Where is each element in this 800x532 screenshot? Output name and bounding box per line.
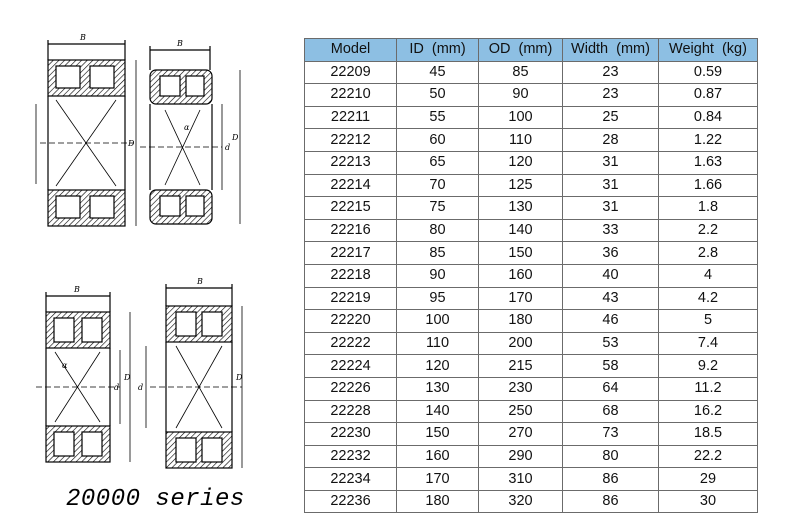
- cell-width: 64: [563, 377, 659, 400]
- cell-id: 150: [397, 423, 479, 446]
- cell-id: 75: [397, 197, 479, 220]
- cell-od: 290: [479, 445, 563, 468]
- cell-model: 22234: [305, 468, 397, 491]
- cell-width: 43: [563, 287, 659, 310]
- cell-weight: 7.4: [659, 332, 758, 355]
- cell-od: 200: [479, 332, 563, 355]
- cell-id: 70: [397, 174, 479, 197]
- table-row: [305, 490, 758, 513]
- cell-od: 320: [479, 490, 563, 513]
- cell-weight: 18.5: [659, 423, 758, 446]
- cell-weight: 5: [659, 310, 758, 333]
- cell-id: 60: [397, 129, 479, 152]
- angle-label-3: α: [62, 361, 68, 370]
- table-header-row: [305, 39, 758, 62]
- cell-id: 80: [397, 219, 479, 242]
- cell-model: 22219: [305, 287, 397, 310]
- cell-width: 31: [563, 151, 659, 174]
- outer-diameter-label-4: D: [236, 373, 243, 382]
- cell-od: 270: [479, 423, 563, 446]
- header-od: OD (mm): [479, 39, 563, 62]
- cell-model: 22209: [305, 61, 397, 84]
- cell-od: 130: [479, 197, 563, 220]
- cell-od: 215: [479, 355, 563, 378]
- outer-diameter-label-3: D: [124, 373, 131, 382]
- cell-model: 22236: [305, 490, 397, 513]
- cell-weight: 0.84: [659, 106, 758, 129]
- cell-width: 36: [563, 242, 659, 265]
- header-width: Width (mm): [563, 39, 659, 62]
- cell-weight: 16.2: [659, 400, 758, 423]
- cell-id: 170: [397, 468, 479, 491]
- table-row: [305, 445, 758, 468]
- header-model: Model: [305, 39, 397, 62]
- cell-od: 90: [479, 84, 563, 107]
- header-weight: Weight (kg): [659, 39, 758, 62]
- cell-id: 160: [397, 445, 479, 468]
- width-label-2: B: [177, 39, 183, 48]
- cell-id: 65: [397, 151, 479, 174]
- table-row: [305, 242, 758, 265]
- cell-model: 22215: [305, 197, 397, 220]
- inner-diameter-label-2: d: [225, 143, 231, 152]
- cell-weight: 0.87: [659, 84, 758, 107]
- cell-weight: 11.2: [659, 377, 758, 400]
- table-row: [305, 106, 758, 129]
- outer-diameter-label-1: D: [128, 139, 135, 148]
- table-row: [305, 129, 758, 152]
- cell-model: 22226: [305, 377, 397, 400]
- width-label-3: B: [74, 285, 80, 294]
- cell-id: 140: [397, 400, 479, 423]
- table-row: [305, 174, 758, 197]
- bearing-drawings: [0, 0, 300, 532]
- table-row: [305, 332, 758, 355]
- cell-model: 22216: [305, 219, 397, 242]
- cell-od: 150: [479, 242, 563, 265]
- cell-weight: 1.22: [659, 129, 758, 152]
- cell-od: 140: [479, 219, 563, 242]
- cell-od: 230: [479, 377, 563, 400]
- cell-id: 130: [397, 377, 479, 400]
- table-body: [305, 61, 758, 513]
- cell-weight: 29: [659, 468, 758, 491]
- cell-model: 22220: [305, 310, 397, 333]
- cell-id: 50: [397, 84, 479, 107]
- cell-weight: 0.59: [659, 61, 758, 84]
- bearing-spec-table: [304, 38, 758, 513]
- cell-width: 53: [563, 332, 659, 355]
- cell-model: 22214: [305, 174, 397, 197]
- cell-model: 22230: [305, 423, 397, 446]
- cell-weight: 2.2: [659, 219, 758, 242]
- cell-model: 22213: [305, 151, 397, 174]
- header-id: ID (mm): [397, 39, 479, 62]
- cell-id: 95: [397, 287, 479, 310]
- table-row: [305, 310, 758, 333]
- inner-diameter-label-3: d: [114, 383, 120, 392]
- width-label-4: B: [197, 277, 203, 286]
- cell-width: 80: [563, 445, 659, 468]
- width-label-1: B: [80, 33, 86, 42]
- cell-id: 100: [397, 310, 479, 333]
- cell-width: 28: [563, 129, 659, 152]
- table-row: [305, 197, 758, 220]
- cell-width: 40: [563, 264, 659, 287]
- cell-model: 22217: [305, 242, 397, 265]
- cell-od: 310: [479, 468, 563, 491]
- table-row: [305, 287, 758, 310]
- cell-id: 55: [397, 106, 479, 129]
- cell-id: 85: [397, 242, 479, 265]
- cell-model: 22222: [305, 332, 397, 355]
- cell-id: 45: [397, 61, 479, 84]
- cell-width: 73: [563, 423, 659, 446]
- cell-width: 58: [563, 355, 659, 378]
- cell-width: 68: [563, 400, 659, 423]
- cell-weight: 4.2: [659, 287, 758, 310]
- inner-diameter-label-4: d: [138, 383, 144, 392]
- cell-od: 110: [479, 129, 563, 152]
- cell-width: 23: [563, 84, 659, 107]
- cell-model: 22210: [305, 84, 397, 107]
- cell-od: 160: [479, 264, 563, 287]
- cell-weight: 1.8: [659, 197, 758, 220]
- cell-width: 86: [563, 490, 659, 513]
- table-row: [305, 264, 758, 287]
- cell-id: 110: [397, 332, 479, 355]
- table-row: [305, 151, 758, 174]
- bearing-drawing-top-left: [36, 40, 136, 226]
- cell-model: 22232: [305, 445, 397, 468]
- table-row: [305, 84, 758, 107]
- cell-weight: 4: [659, 264, 758, 287]
- cell-model: 22224: [305, 355, 397, 378]
- table-row: [305, 468, 758, 491]
- cell-od: 180: [479, 310, 563, 333]
- cell-weight: 1.63: [659, 151, 758, 174]
- bearing-drawing-bottom-left: [36, 292, 130, 462]
- cell-od: 250: [479, 400, 563, 423]
- cell-width: 86: [563, 468, 659, 491]
- cell-model: 22218: [305, 264, 397, 287]
- cell-id: 90: [397, 264, 479, 287]
- series-caption: 20000 series: [66, 486, 245, 513]
- cell-od: 125: [479, 174, 563, 197]
- cell-width: 25: [563, 106, 659, 129]
- cell-od: 170: [479, 287, 563, 310]
- table-row: [305, 61, 758, 84]
- bearing-drawing-bottom-right: [146, 284, 242, 468]
- table-row: [305, 219, 758, 242]
- cell-od: 85: [479, 61, 563, 84]
- cell-weight: 9.2: [659, 355, 758, 378]
- bearing-drawing-top-right: [140, 46, 240, 224]
- cell-width: 31: [563, 174, 659, 197]
- table-row: [305, 377, 758, 400]
- table-row: [305, 423, 758, 446]
- cell-od: 120: [479, 151, 563, 174]
- cell-weight: 2.8: [659, 242, 758, 265]
- angle-label-2: α: [184, 123, 190, 132]
- cell-id: 120: [397, 355, 479, 378]
- table-row: [305, 355, 758, 378]
- outer-diameter-label-2: D: [232, 133, 239, 142]
- cell-weight: 30: [659, 490, 758, 513]
- cell-weight: 1.66: [659, 174, 758, 197]
- cell-id: 180: [397, 490, 479, 513]
- cell-width: 31: [563, 197, 659, 220]
- cell-model: 22212: [305, 129, 397, 152]
- cell-width: 23: [563, 61, 659, 84]
- cell-od: 100: [479, 106, 563, 129]
- cell-model: 22228: [305, 400, 397, 423]
- cell-width: 46: [563, 310, 659, 333]
- cell-model: 22211: [305, 106, 397, 129]
- cell-width: 33: [563, 219, 659, 242]
- cell-weight: 22.2: [659, 445, 758, 468]
- table-row: [305, 400, 758, 423]
